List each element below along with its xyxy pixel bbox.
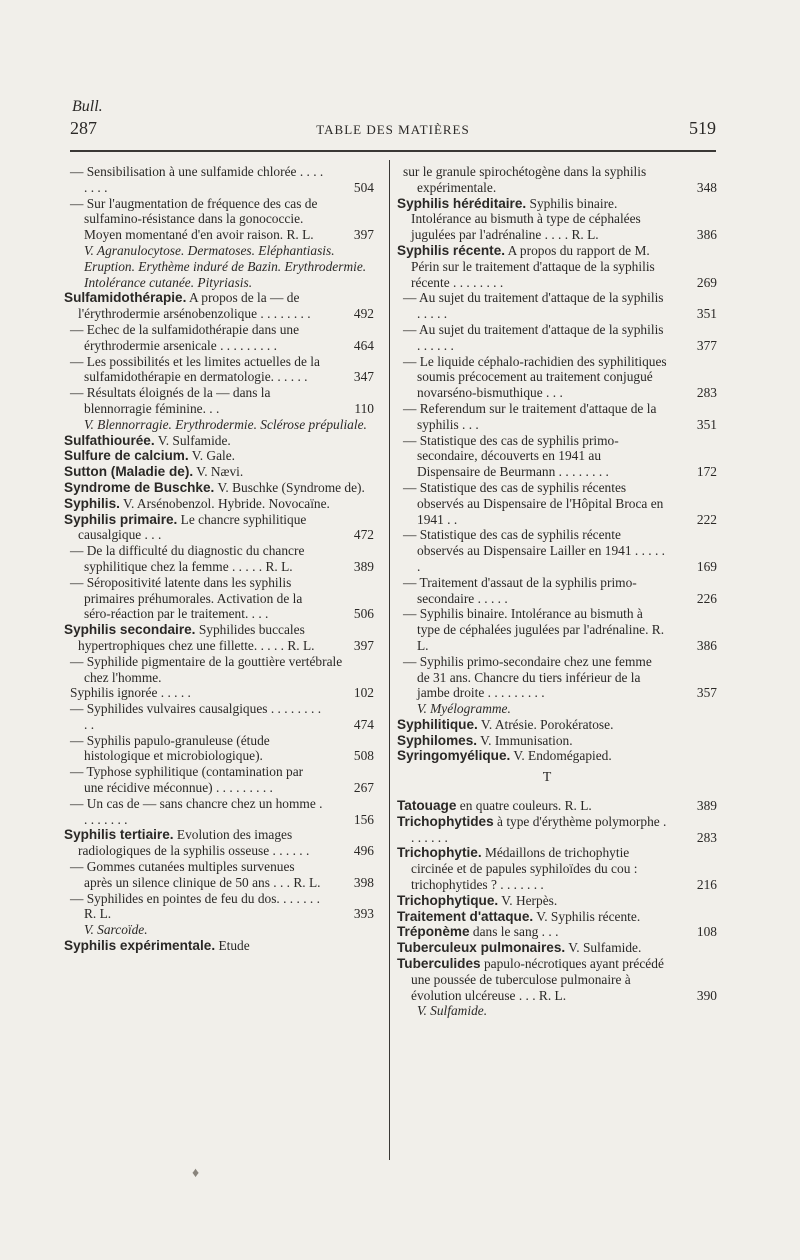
entry-page-number: 390 xyxy=(696,987,717,1003)
entry-text: — Syphilides vulvaires causalgiques . . . . . . . . . . xyxy=(70,701,322,732)
entry-text: V. Agranulocytose. Dermatoses. Eléphantiasis. Eruption. Erythème induré de Bazin. Erythrodermie. Intolérance cutanée. Pityriasis. xyxy=(84,242,367,290)
entry-heading: Trichophytique. xyxy=(397,892,499,908)
index-entry xyxy=(397,243,717,290)
index-entry xyxy=(397,748,717,764)
index-entry xyxy=(397,924,717,940)
index-entry xyxy=(64,512,374,544)
index-entry xyxy=(64,290,374,322)
right-column xyxy=(397,164,717,1019)
entry-page-number: 357 xyxy=(696,685,717,701)
entry-heading: Sulfure de calcium. xyxy=(64,448,189,464)
index-entry xyxy=(397,893,717,909)
entry-heading: Syndrome de Buschke. xyxy=(64,479,215,495)
index-entry xyxy=(64,243,374,290)
entry-text: V. Myélogramme. xyxy=(417,701,511,717)
index-entry xyxy=(397,606,717,653)
index-entry xyxy=(64,622,374,654)
entry-page-number: 283 xyxy=(696,385,717,401)
entry-page-number: 347 xyxy=(353,369,374,385)
entry-text: V. Atrésie. Porokératose. xyxy=(477,716,614,732)
index-entry xyxy=(397,940,717,956)
entry-text: V. Sarcoïde. xyxy=(84,922,148,938)
entry-heading: Syphilitique. xyxy=(397,716,478,732)
index-entry xyxy=(397,480,717,527)
entry-text: — Statistique des cas de syphilis primo-secondaire, découverts en 1941 au Dispensaire de Beurmann . . . . . . . . xyxy=(403,432,619,480)
entry-heading: Tréponème xyxy=(397,924,470,940)
entry-page-number: 351 xyxy=(696,306,717,322)
entry-text: — Statistique des cas de syphilis récentes observés au Dispensaire de l'Hôpital Broca en 1941 . . xyxy=(403,479,664,527)
entry-text: — Le liquide céphalo-rachidien des syphilitiques soumis précocement au traitement conjugué novarséno-bismuthique . . . xyxy=(403,353,667,401)
index-entry xyxy=(64,764,374,796)
entry-heading: Syphilis récente. xyxy=(397,242,506,258)
index-entry xyxy=(397,717,717,733)
header-rule xyxy=(70,150,716,152)
entry-text: — Syphilis papulo-granuleuse (étude histologique et microbiologique). xyxy=(70,732,270,764)
entry-text: — Syphilis binaire. Intolérance au bismuth à type de céphalées jugulées par l'adrénaline. R. L. xyxy=(403,606,665,653)
entry-page-number: 226 xyxy=(696,590,717,606)
index-entry xyxy=(64,448,374,464)
index-entry xyxy=(397,956,717,1003)
entry-text: V. Arsénobenzol. Hybride. Novocaïne. xyxy=(119,495,330,511)
entry-page-number: 508 xyxy=(353,748,374,764)
entry-text: Le chancre syphilitique causalgique . . . xyxy=(78,511,307,543)
index-entry xyxy=(397,527,717,574)
index-entry xyxy=(64,685,374,701)
index-entry xyxy=(397,575,717,607)
entry-text: — Sur l'augmentation de fréquence des cas de sulfamino-résistance dans la gonococcie. Moyen momentané d'en avoir raison. R. L. xyxy=(70,195,318,243)
page-number: 519 xyxy=(689,118,716,138)
entry-text: en quatre couleurs. R. L. xyxy=(456,798,592,814)
index-entry xyxy=(397,733,717,749)
index-entry xyxy=(64,938,374,954)
entry-text: A propos du rapport de M. Périn sur le traitement d'attaque de la syphilis récente . . . . . . . . xyxy=(411,242,655,290)
index-entry xyxy=(397,401,717,433)
entry-page-number: 397 xyxy=(353,227,374,243)
entry-page-number: 108 xyxy=(696,924,717,940)
index-entry xyxy=(64,433,374,449)
index-entry xyxy=(64,654,374,686)
entry-page-number: 504 xyxy=(353,179,374,195)
entry-heading: Trichophytie. xyxy=(397,845,482,861)
entry-text: — Referendum sur le traitement d'attaque de la syphilis . . . xyxy=(403,400,657,432)
index-entry xyxy=(64,733,374,765)
entry-text: V. Sulfamide. xyxy=(154,432,231,448)
index-entry xyxy=(64,891,374,923)
entry-text: à type d'érythème polymorphe . . . . . . . xyxy=(411,813,667,845)
entry-text: — Sensibilisation à une sulfamide chlorée . . . . . . . . xyxy=(70,164,324,195)
entry-page-number: 216 xyxy=(696,877,717,893)
entry-page-number: 474 xyxy=(353,716,374,732)
entry-text: — Gommes cutanées multiples survenues après un silence clinique de 50 ans . . . R. L. xyxy=(70,859,321,890)
entry-page-number: 386 xyxy=(696,637,717,653)
entry-page-number: 464 xyxy=(353,337,374,353)
entry-heading: Traitement d'attaque. xyxy=(397,908,534,924)
entry-heading: Tatouage xyxy=(397,798,457,814)
entry-text: — Au sujet du traitement d'attaque de la syphilis . . . . . . xyxy=(403,321,664,353)
entry-page-number: 348 xyxy=(696,179,717,195)
entry-text: V. Syphilis récente. xyxy=(533,908,641,924)
entry-heading: Syphilis primaire. xyxy=(64,511,178,527)
entry-text: Médaillons de trichophytie circinée et de papules syphiloïdes du cou : trichophytides ? . . . . . . . xyxy=(411,845,638,893)
index-entry xyxy=(397,654,717,701)
entry-text: Evolution des images radiologiques de la syphilis osseuse . . . . . . xyxy=(78,827,310,859)
entry-text: — Au sujet du traitement d'attaque de la syphilis . . . . . xyxy=(403,290,664,322)
entry-text: — Syphilides en pointes de feu du dos. . . . . . . R. L. xyxy=(70,890,320,922)
entry-text: V. Nævi. xyxy=(193,464,244,480)
entry-text: — Un cas de — sans chancre chez un homme . . . . . . . . xyxy=(70,795,323,827)
entry-text: V. Immunisation. xyxy=(477,732,573,748)
entry-text: Syphilis ignorée . . . . . xyxy=(70,685,191,701)
entry-heading: Syphilis secondaire. xyxy=(64,622,196,638)
entry-text: — Statistique des cas de syphilis récente observés au Dispensaire Lailler en 1941 . . . . . . xyxy=(403,527,666,574)
index-entry xyxy=(64,385,374,417)
index-entry xyxy=(64,827,374,859)
section-letter: T xyxy=(542,770,552,786)
column-divider xyxy=(389,160,390,1160)
index-entry xyxy=(397,322,717,354)
entry-text: — Séropositivité latente dans les syphilis primaires préhumorales. Activation de la séro-réaction par le traitement. . . . xyxy=(70,574,303,622)
entry-text: — Echec de la sulfamidothérapie dans une érythrodermie arsenicale . . . . . . . . . xyxy=(70,321,300,353)
left-column xyxy=(64,164,374,954)
page-title: TABLE DES MATIÈRES xyxy=(316,122,470,137)
entry-page-number: 351 xyxy=(696,416,717,432)
index-entry xyxy=(64,796,374,828)
index-entry xyxy=(64,322,374,354)
index-entry xyxy=(64,859,374,891)
index-entry xyxy=(64,922,374,938)
entry-text: — De la difficulté du diagnostic du chancre syphilitique chez la femme . . . . . R. L. xyxy=(70,543,305,574)
entry-heading: Tuberculeux pulmonaires. xyxy=(397,940,566,956)
entry-heading: Sulfathiourée. xyxy=(64,432,155,448)
entry-text: — Typhose syphilitique (contamination par une récidive méconnue) . . . . . . . . . xyxy=(70,764,304,796)
entry-heading: Syphilis tertiaire. xyxy=(64,827,174,843)
entry-page-number: 110 xyxy=(354,400,374,416)
entry-text: Etude xyxy=(215,938,250,954)
index-entry xyxy=(64,354,374,386)
entry-text: — Les possibilités et les limites actuelles de la sulfamidothérapie en dermatologie. . . . . . xyxy=(70,353,320,385)
entry-page-number: 102 xyxy=(353,685,374,701)
index-entry xyxy=(397,814,717,846)
index-entry xyxy=(64,480,374,496)
entry-page-number: 222 xyxy=(696,511,717,527)
entry-heading: Syphilis héréditaire. xyxy=(397,195,527,211)
entry-heading: Sulfamidothérapie. xyxy=(64,290,187,306)
entry-text: A propos de la — de l'érythrodermie arsénobenzolique . . . . . . . . xyxy=(78,290,311,322)
entry-page-number: 377 xyxy=(696,337,717,353)
entry-heading: Trichophytides xyxy=(397,813,494,829)
entry-page-number: 389 xyxy=(353,558,374,574)
index-entry xyxy=(397,701,717,717)
index-entry xyxy=(64,464,374,480)
entry-text: Syphilides buccales hypertrophiques chez une fillette. . . . . R. L. xyxy=(78,622,315,653)
index-entry xyxy=(64,417,374,433)
entry-page-number: 389 xyxy=(696,798,717,814)
entry-page-number: 267 xyxy=(353,780,374,796)
entry-text: V. Herpès. xyxy=(498,892,558,908)
index-entry xyxy=(64,543,374,575)
index-entry xyxy=(397,909,717,925)
entry-page-number: 283 xyxy=(696,829,717,845)
entry-text: V. Sulfamide. xyxy=(417,1003,488,1019)
index-entry xyxy=(397,845,717,892)
index-entry xyxy=(397,798,717,814)
index-entry xyxy=(397,164,717,196)
entry-text: V. Endomégapied. xyxy=(510,748,612,764)
index-entry xyxy=(397,196,717,243)
index-entry xyxy=(64,575,374,622)
index-entry xyxy=(397,1003,717,1019)
entry-text: papulo-nécrotiques ayant précédé une poussée de tuberculose pulmonaire à évolution ulcéreuse . . . R. L. xyxy=(411,956,664,1003)
entry-page-number: 269 xyxy=(696,274,717,290)
entry-page-number: 393 xyxy=(353,906,374,922)
entry-page-number: 386 xyxy=(696,227,717,243)
entry-page-number: 172 xyxy=(696,464,717,480)
entry-heading: Syphilomes. xyxy=(397,732,478,748)
index-entry xyxy=(397,290,717,322)
entry-text: V. Gale. xyxy=(188,448,236,464)
index-entry xyxy=(64,496,374,512)
entry-text: — Résultats éloignés de la — dans la blennorragie féminine. . . xyxy=(70,385,271,416)
entry-heading: Tuberculides xyxy=(397,956,481,972)
entry-text: — Syphilide pigmentaire de la gouttière vertébrale chez l'homme. xyxy=(70,653,343,685)
entry-page-number: 169 xyxy=(696,558,717,574)
index-entry xyxy=(64,701,374,733)
index-entry xyxy=(64,164,374,196)
running-header xyxy=(70,118,716,146)
entry-text: Syphilis binaire. Intolérance au bismuth à type de céphalées jugulées par l'adrénaline . . . . R. L. xyxy=(411,195,641,243)
entry-heading: Sutton (Maladie de). xyxy=(64,464,194,480)
entry-text: V. Blennorragie. Erythrodermie. Sclérose prépuliale. xyxy=(84,416,367,432)
index-entry xyxy=(397,354,717,401)
entry-text: dans le sang . . . xyxy=(469,924,559,940)
entry-page-number: 496 xyxy=(353,843,374,859)
entry-heading: Syringomyélique. xyxy=(397,748,511,764)
entry-page-number: 397 xyxy=(353,637,374,653)
entry-text: V. Sulfamide. xyxy=(565,940,642,956)
entry-page-number: 506 xyxy=(353,606,374,622)
entry-text: V. Buschke (Syndrome de). xyxy=(214,479,365,495)
entry-text: — Syphilis primo-secondaire chez une femme de 31 ans. Chancre du tiers inférieur de la jambe droite . . . . . . . . . xyxy=(403,653,652,701)
entry-page-number: 156 xyxy=(353,811,374,827)
journal-abbrev: Bull. xyxy=(72,98,103,115)
entry-page-number: 472 xyxy=(353,527,374,543)
entry-heading: Syphilis. xyxy=(64,495,120,511)
ink-mark: ♦ xyxy=(192,1166,200,1181)
entry-text: — Traitement d'assaut de la syphilis primo-secondaire . . . . . xyxy=(403,574,637,606)
entry-heading: Syphilis expérimentale. xyxy=(64,938,216,954)
entry-page-number: 398 xyxy=(353,874,374,890)
left-folio: 287 xyxy=(70,118,97,138)
index-entry xyxy=(64,196,374,243)
entry-page-number: 492 xyxy=(353,306,374,322)
entry-text: sur le granule spirochétogène dans la syphilis expérimentale. xyxy=(403,164,647,195)
index-entry xyxy=(397,433,717,480)
